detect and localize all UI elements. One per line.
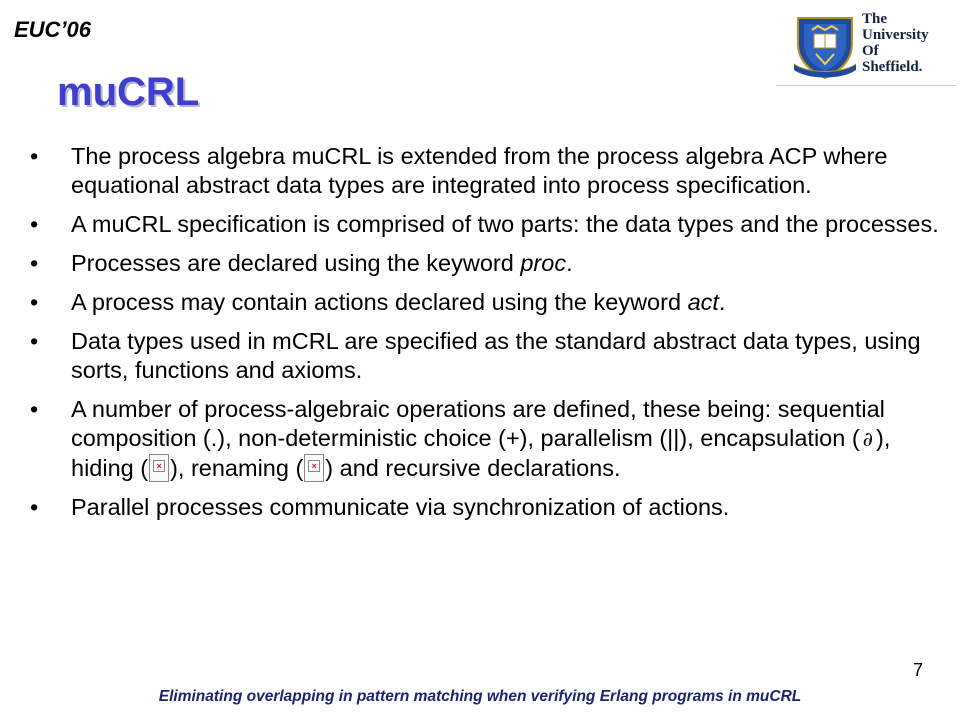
bullet-icon: • (30, 250, 39, 276)
bullet-text: . (718, 289, 726, 315)
bullet-item (30, 493, 950, 522)
bullet-text: A muCRL specification is comprised of two parts: the data types and the processes. (71, 211, 939, 237)
bullet-item (30, 249, 950, 278)
keyword-emphasis: act (687, 289, 719, 315)
footer-text: Eliminating overlapping in pattern matching when verifying Erlang programs in muCRL (158, 688, 802, 705)
bullet-text: Processes are declared using the keyword (71, 250, 521, 276)
keyword-emphasis: proc (520, 250, 567, 276)
university-crest-icon (792, 8, 858, 80)
university-wordmark (862, 11, 929, 75)
bullet-icon: • (30, 289, 39, 315)
broken-image-icon: × (304, 454, 324, 482)
bullet-icon: • (30, 328, 39, 354)
page-number: 7 (913, 660, 924, 680)
logo-line: University (862, 27, 929, 43)
bullet-icon: • (30, 143, 39, 169)
bullet-item (30, 142, 950, 200)
bullet-text: A number of process-algebraic operations are defined, these being: sequential composition (.), non-deterministic choice (+), parallelism (||), encapsulation ( (71, 396, 885, 451)
bullet-icon: • (30, 396, 39, 422)
bullet-icon: • (30, 211, 39, 237)
bullet-text: Parallel processes communicate via synchronization of actions. (71, 494, 730, 520)
bullet-text: ), hiding ( (71, 425, 891, 481)
bullet-item (30, 288, 950, 317)
conference-tag: EUC’06 (14, 17, 92, 42)
bullet-item (30, 210, 950, 239)
logo-line: The (862, 11, 888, 27)
bullet-text: The process algebra muCRL is extended from the process algebra ACP where equational abstract data types are integrated into process specification. (71, 143, 888, 198)
logo-line: Of (862, 43, 879, 59)
slide-title: muCRL (57, 70, 200, 114)
bullet-text: . (566, 250, 573, 276)
header-divider (776, 85, 956, 86)
bullet-text: ), renaming ( (170, 455, 304, 481)
partial-symbol: ∂ (862, 427, 874, 451)
broken-image-icon: × (149, 454, 169, 482)
bullet-item (30, 327, 950, 385)
logo-line: Sheffield. (862, 59, 923, 75)
bullet-text: ) and recursive declarations. (325, 455, 621, 481)
bullet-text: Data types used in mCRL are specified as the standard abstract data types, using sorts, functions and axioms. (71, 328, 921, 383)
bullet-text: A process may contain actions declared using the keyword (71, 289, 688, 315)
university-logo (792, 8, 952, 82)
bullet-icon: • (30, 494, 39, 520)
bullet-item (30, 395, 950, 483)
bullet-list (30, 142, 950, 532)
